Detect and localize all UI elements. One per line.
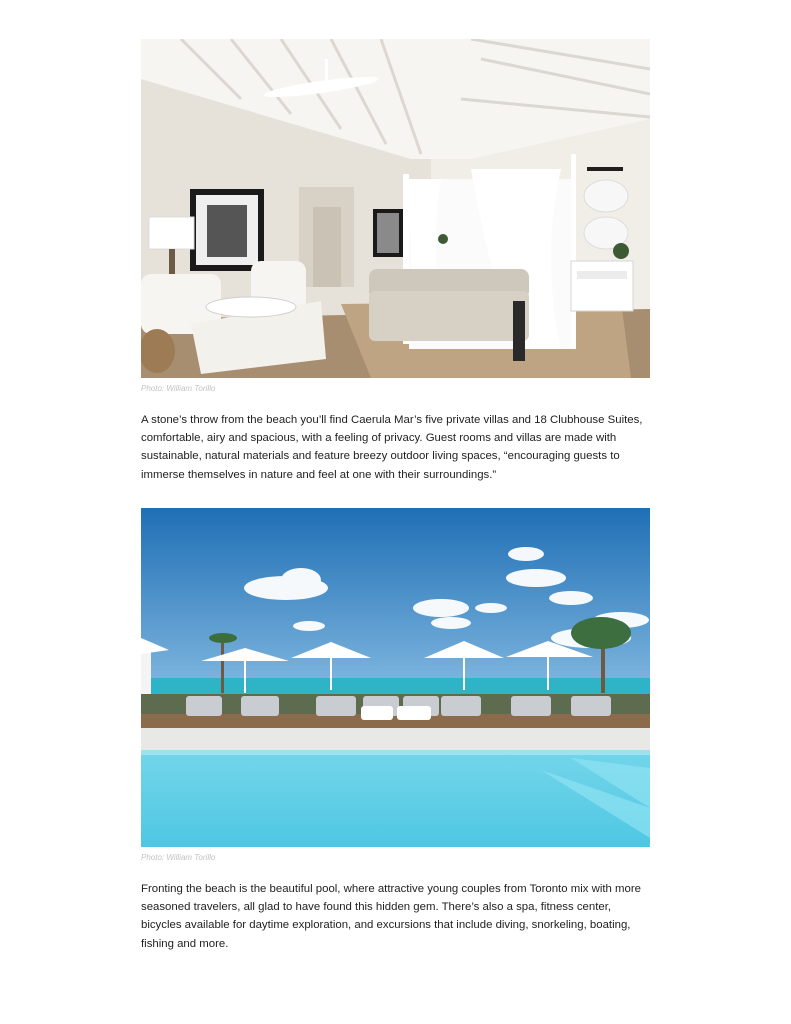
pool-photo [141, 508, 650, 847]
article-paragraph: Fronting the beach is the beautiful pool, where attractive young couples from Toronto mix with more seasoned travelers, all glad to have found this hidden gem. There’s also a spa, fitness center, bicycles available for daytime exploration, and excursions that include diving, snorkeling, boating, fishing and more. [141, 883, 641, 950]
article-paragraph: A stone’s throw from the beach you’ll find Caerula Mar’s five private villas and 18 Clubhouse Suites, comfortable, airy and spacious, with a feeling of privacy. Guest rooms and villas are made with sustainable, natural materials and feature breezy outdoor living spaces, “encouraging guests to immerse themselves in nature and feel at one with their surroundings.” [141, 414, 643, 481]
photo-credit-caption: Photo: William Torillo [141, 384, 216, 393]
bedroom-figure [141, 39, 650, 394]
bedroom-photo [141, 39, 650, 378]
pool-figure [141, 508, 650, 863]
photo-credit-caption: Photo: William Torillo [141, 853, 216, 862]
